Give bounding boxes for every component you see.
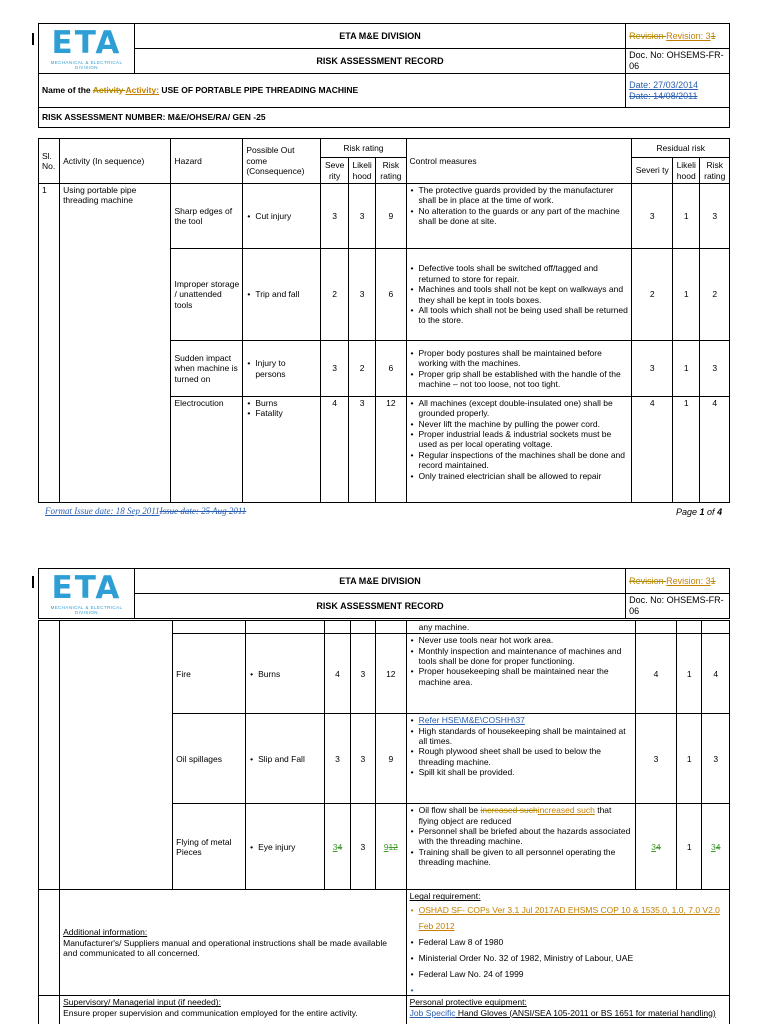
outcome: • Burns: [246, 634, 325, 714]
residual-likelihood: 1: [673, 397, 700, 503]
logo-cell: [39, 24, 135, 74]
col-likelihood: Likeli hood: [348, 158, 375, 184]
residual-severity: 3: [632, 341, 673, 397]
col-sl-no: Sl. No.: [39, 139, 60, 184]
table-row: [39, 890, 730, 996]
severity: 34: [325, 804, 350, 890]
logo-cell: [39, 569, 135, 619]
col-residual-likelihood: Likeli hood: [673, 158, 700, 184]
outcome: • Burns • Fatality: [243, 397, 321, 503]
hazard: Flying of metal Pieces: [173, 804, 246, 890]
col-control: Control measures: [406, 139, 632, 184]
risk: 912: [375, 804, 406, 890]
control-measures: • The protective guards provided by the manufacturer shall be in place at the time of work. • No alteration to the guards or any part of the machine shall be done at site.: [406, 184, 632, 249]
hazard: Electrocution: [171, 397, 243, 503]
doc-number: Doc. No: OHSEMS-FR-06: [626, 49, 730, 74]
control-measures: • Proper body postures shall be maintained before working with the machines. • Proper grip shall be established with the handle of the machine – not too loose, not too tight.: [406, 341, 632, 397]
supervisory-input: Supervisory/ Managerial input (if needed): Ensure proper supervision and communication employed for the entire activity.: [60, 996, 407, 1024]
outcome: • Trip and fall: [243, 249, 321, 341]
likelihood: 2: [348, 341, 375, 397]
risk-table-page-2: [38, 620, 730, 1024]
division-title: ETA M&E DIVISION: [134, 24, 625, 49]
risk: 12: [375, 634, 406, 714]
revision-cell: Revision Revision: 31: [626, 569, 730, 594]
hazard: Fire: [173, 634, 246, 714]
severity: 2: [321, 249, 348, 341]
record-title: RISK ASSESSMENT RECORD: [134, 594, 625, 619]
control-measures: • Refer HSE\M&E\COSHH\37 • High standards of housekeeping shall be maintained at all times. • Rough plywood sheet shall be used to below the threading machine. • Spill kit shall be provided.: [406, 714, 635, 804]
eta-logo: ETA: [51, 569, 122, 606]
control-measures: • All machines (except double-insulated one) shall be grounded properly. • Never lift the machine by pulling the power cord. • Proper industrial leads & industrial sockets must be used as per local operating voltage. • Regular inspections of the machines shall be done and record maintained. • Only trained electrician shall be allowed to repair: [406, 397, 632, 503]
residual-likelihood: 1: [673, 341, 700, 397]
likelihood: 3: [350, 804, 375, 890]
ra-number: RISK ASSESSMENT NUMBER: M&E/OHSE/RA/ GEN -25: [39, 108, 730, 128]
table-row: [39, 184, 730, 249]
residual-risk: 4: [700, 397, 730, 503]
col-residual-risk: Risk rating: [700, 158, 730, 184]
page-number: Page 1 of 4: [676, 507, 723, 517]
margin-bar: [32, 33, 34, 45]
severity: 4: [321, 397, 348, 503]
table-row: [39, 621, 730, 634]
hazard: Improper storage / unattended tools: [171, 249, 243, 341]
risk: 9: [375, 714, 406, 804]
severity: 3: [325, 714, 350, 804]
control-measures: • Never use tools near hot work area. • Monthly inspection and maintenance of machines and tools shall be done for proper functioning. • Proper housekeeping shall be maintained near the machine area.: [406, 634, 635, 714]
col-residual-severity: Severi ty: [632, 158, 673, 184]
hazard: Sudden impact when machine is turned on: [171, 341, 243, 397]
col-risk-rating: Risk rating: [321, 139, 406, 158]
outcome: • Slip and Fall: [246, 714, 325, 804]
header-table-page-2: [38, 568, 730, 619]
residual-severity: 34: [635, 804, 676, 890]
margin-bar: [32, 576, 34, 588]
logo-subtitle: MECHANICAL & ELECTRICAL DIVISION: [50, 59, 123, 70]
activity-name: Name of the Activity Activity: USE OF PORTABLE PIPE THREADING MACHINE: [39, 74, 626, 108]
residual-likelihood: 1: [677, 634, 702, 714]
header-table: [38, 23, 730, 128]
residual-severity: 4: [635, 634, 676, 714]
residual-risk: 34: [702, 804, 730, 890]
format-issue-date: Format Issue date: 18 Sep 2011Issue date: 25 Aug 2011: [45, 506, 247, 516]
residual-likelihood: 1: [673, 184, 700, 249]
likelihood: 3: [350, 714, 375, 804]
hazard: Sharp edges of the tool: [171, 184, 243, 249]
residual-severity: 3: [632, 184, 673, 249]
risk: 12: [376, 397, 406, 503]
residual-severity: 3: [635, 714, 676, 804]
eta-logo: ETA: [51, 24, 122, 61]
record-title: RISK ASSESSMENT RECORD: [134, 49, 625, 74]
division-title: ETA M&E DIVISION: [134, 569, 625, 594]
col-severity: Seve rity: [321, 158, 348, 184]
risk: 6: [376, 341, 406, 397]
additional-information: Additional information: Manufacturer's/ Suppliers manual and operational instructions shall be made available and communicated to all concerned.: [60, 890, 407, 996]
revision-cell: Revision Revision: 31: [626, 24, 730, 49]
page-2: [0, 568, 768, 1024]
likelihood: 3: [350, 634, 375, 714]
col-risk: Risk rating: [376, 158, 406, 184]
outcome: • Injury to persons: [243, 341, 321, 397]
risk: 9: [376, 184, 406, 249]
risk-table-page-1: [38, 138, 730, 503]
residual-risk: 4: [702, 634, 730, 714]
legal-requirement: Legal requirement: • OSHAD SF- COPs Ver 3.1 Jul 2017AD EHSMS COP 10 & 1535.0, 1.0, 7.0 V2.0 Feb 2012 • Federal Law 8 of 1980 • Ministerial Order No. 32 of 1982, Ministry of Labour, UAE • Federal Law No. 24 of 1999: [406, 890, 729, 996]
likelihood: 3: [348, 184, 375, 249]
outcome: • Eye injury: [246, 804, 325, 890]
control-measures: • Oil flow shall be increased suchincreased such that flying object are reduced • Personnel shall be briefed about the hazards associated with the threading machine. • Training shall be given to all personnel operating the threading machine.: [406, 804, 635, 890]
sl-no: 1: [39, 184, 60, 503]
outcome: • Cut injury: [243, 184, 321, 249]
residual-likelihood: 1: [677, 804, 702, 890]
residual-risk: 3: [700, 184, 730, 249]
col-outcome: Possible Out come (Consequence): [243, 139, 321, 184]
severity: 4: [325, 634, 350, 714]
severity: 3: [321, 184, 348, 249]
col-activity: Activity (In sequence): [60, 139, 171, 184]
likelihood: 3: [348, 397, 375, 503]
residual-severity: 4: [632, 397, 673, 503]
ppe: Personal protective equipment: Job Specific Hand Gloves (ANSI/SEA 105-2011 or BS 1651 for material handling): [406, 996, 729, 1024]
continued-control: any machine.: [406, 621, 635, 634]
severity: 3: [321, 341, 348, 397]
likelihood: 3: [348, 249, 375, 341]
residual-likelihood: 1: [673, 249, 700, 341]
residual-risk: 3: [700, 341, 730, 397]
col-residual: Residual risk: [632, 139, 730, 158]
risk: 6: [376, 249, 406, 341]
control-measures: • Defective tools shall be switched off/tagged and returned to store for repair. • Machines and tools shall not be kept on walkways and they shall be kept in tools boxes. • All tools which shall not be being used shall be returned to the store.: [406, 249, 632, 341]
page-gap: [0, 534, 768, 568]
residual-risk: 3: [702, 714, 730, 804]
residual-severity: 2: [632, 249, 673, 341]
logo-subtitle: MECHANICAL & ELECTRICAL DIVISION: [50, 604, 123, 615]
doc-number: Doc. No: OHSEMS-FR-06: [626, 594, 730, 619]
coshh-link[interactable]: Refer HSE\M&E\COSHH\37: [418, 715, 525, 726]
col-hazard: Hazard: [171, 139, 243, 184]
residual-likelihood: 1: [677, 714, 702, 804]
table-row: [39, 996, 730, 1024]
residual-risk: 2: [700, 249, 730, 341]
date-cell: Date: 27/03/2014 Date: 14/08/2011: [626, 74, 730, 108]
hazard: Oil spillages: [173, 714, 246, 804]
activity-text: Using portable pipe threading machine: [60, 184, 171, 503]
